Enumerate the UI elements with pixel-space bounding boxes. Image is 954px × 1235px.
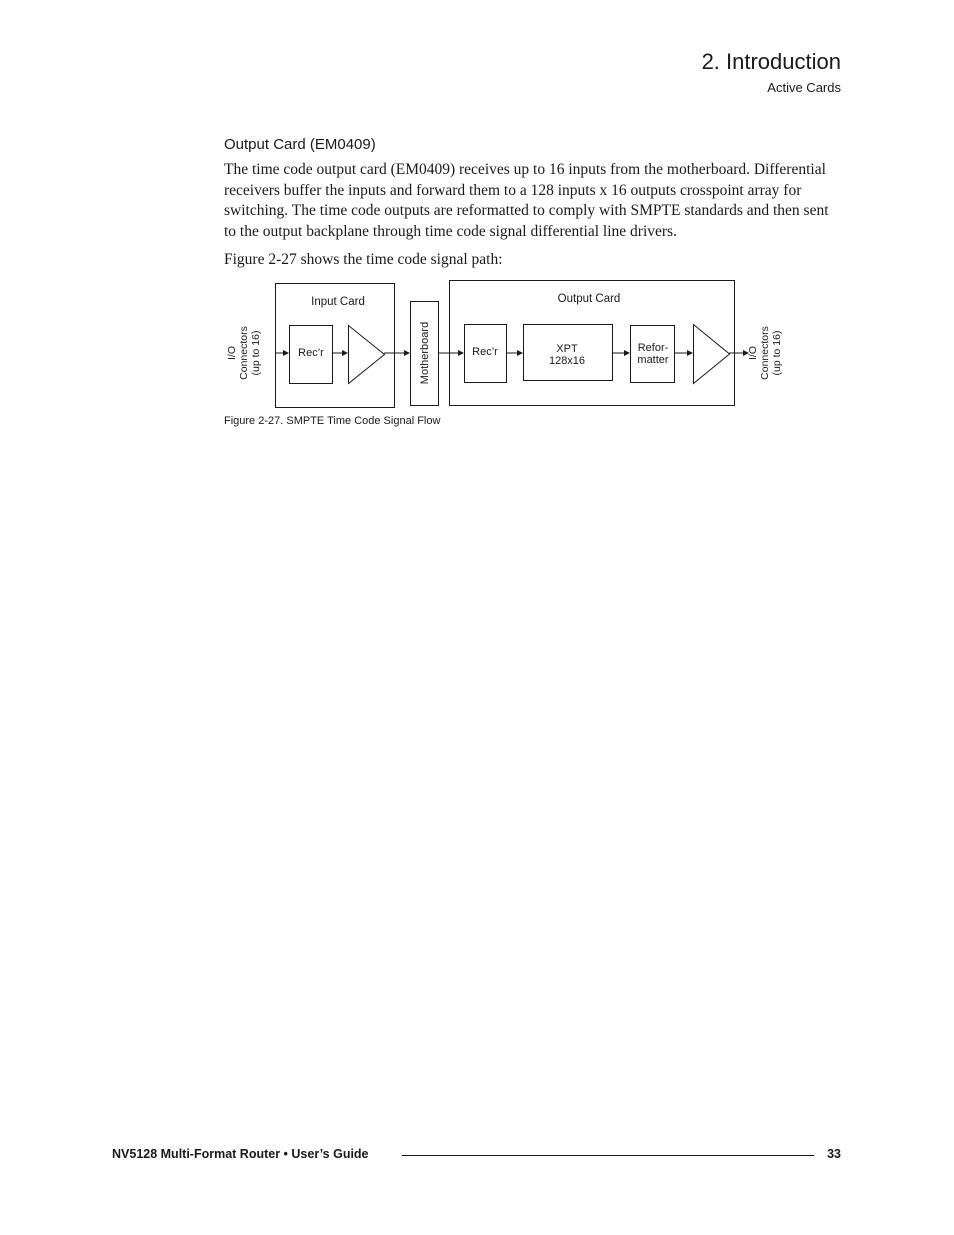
motherboard-label: Motherboard bbox=[419, 321, 431, 385]
footer-page-number: 33 bbox=[827, 1147, 841, 1161]
footer-document-title: NV5128 Multi-Format Router • User’s Guide bbox=[112, 1147, 369, 1161]
left-io-connectors-label bbox=[226, 326, 262, 380]
chapter-title: 2. Introduction bbox=[701, 49, 841, 74]
reformatter-label-line-2: matter bbox=[637, 354, 669, 366]
output-driver-triangle bbox=[694, 325, 730, 384]
input-driver-triangle bbox=[349, 326, 385, 384]
xpt-label-line-1: XPT bbox=[556, 343, 578, 355]
input-card-label: Input Card bbox=[311, 296, 365, 308]
left-io-line-3: (up to 16) bbox=[250, 330, 262, 376]
body-paragraph: The time code output card (EM0409) receives up to 16 inputs from the motherboard. Differential receivers buffer the inputs and forward them to a 128 inputs x 16 outputs crosspoint array for switching. The time code outputs are reformatted to comply with SMPTE standards and then sent to the output backplane through time code signal differential line drivers. bbox=[224, 161, 829, 240]
right-io-line-2: Connectors bbox=[759, 326, 771, 380]
reformatter-label-line-1: Refor- bbox=[637, 342, 669, 354]
left-io-line-2: Connectors bbox=[238, 326, 250, 380]
output-card-label: Output Card bbox=[557, 293, 621, 305]
footer-divider bbox=[402, 1155, 814, 1156]
right-io-connectors-label bbox=[747, 326, 783, 380]
section-name: Active Cards bbox=[767, 80, 841, 95]
signal-flow-diagram bbox=[220, 276, 800, 412]
section-heading: Output Card (EM0409) bbox=[224, 136, 376, 153]
figure-caption: Figure 2-27. SMPTE Time Code Signal Flow bbox=[224, 415, 441, 427]
right-io-line-1: I/O bbox=[747, 345, 759, 361]
left-io-line-1: I/O bbox=[226, 345, 238, 361]
right-io-line-3: (up to 16) bbox=[771, 330, 783, 376]
input-receiver-label: Rec’r bbox=[298, 347, 324, 359]
output-receiver-label: Rec’r bbox=[472, 346, 498, 358]
figure-intro-paragraph: Figure 2-27 shows the time code signal path: bbox=[224, 251, 503, 268]
xpt-label-line-2: 128x16 bbox=[548, 355, 586, 367]
